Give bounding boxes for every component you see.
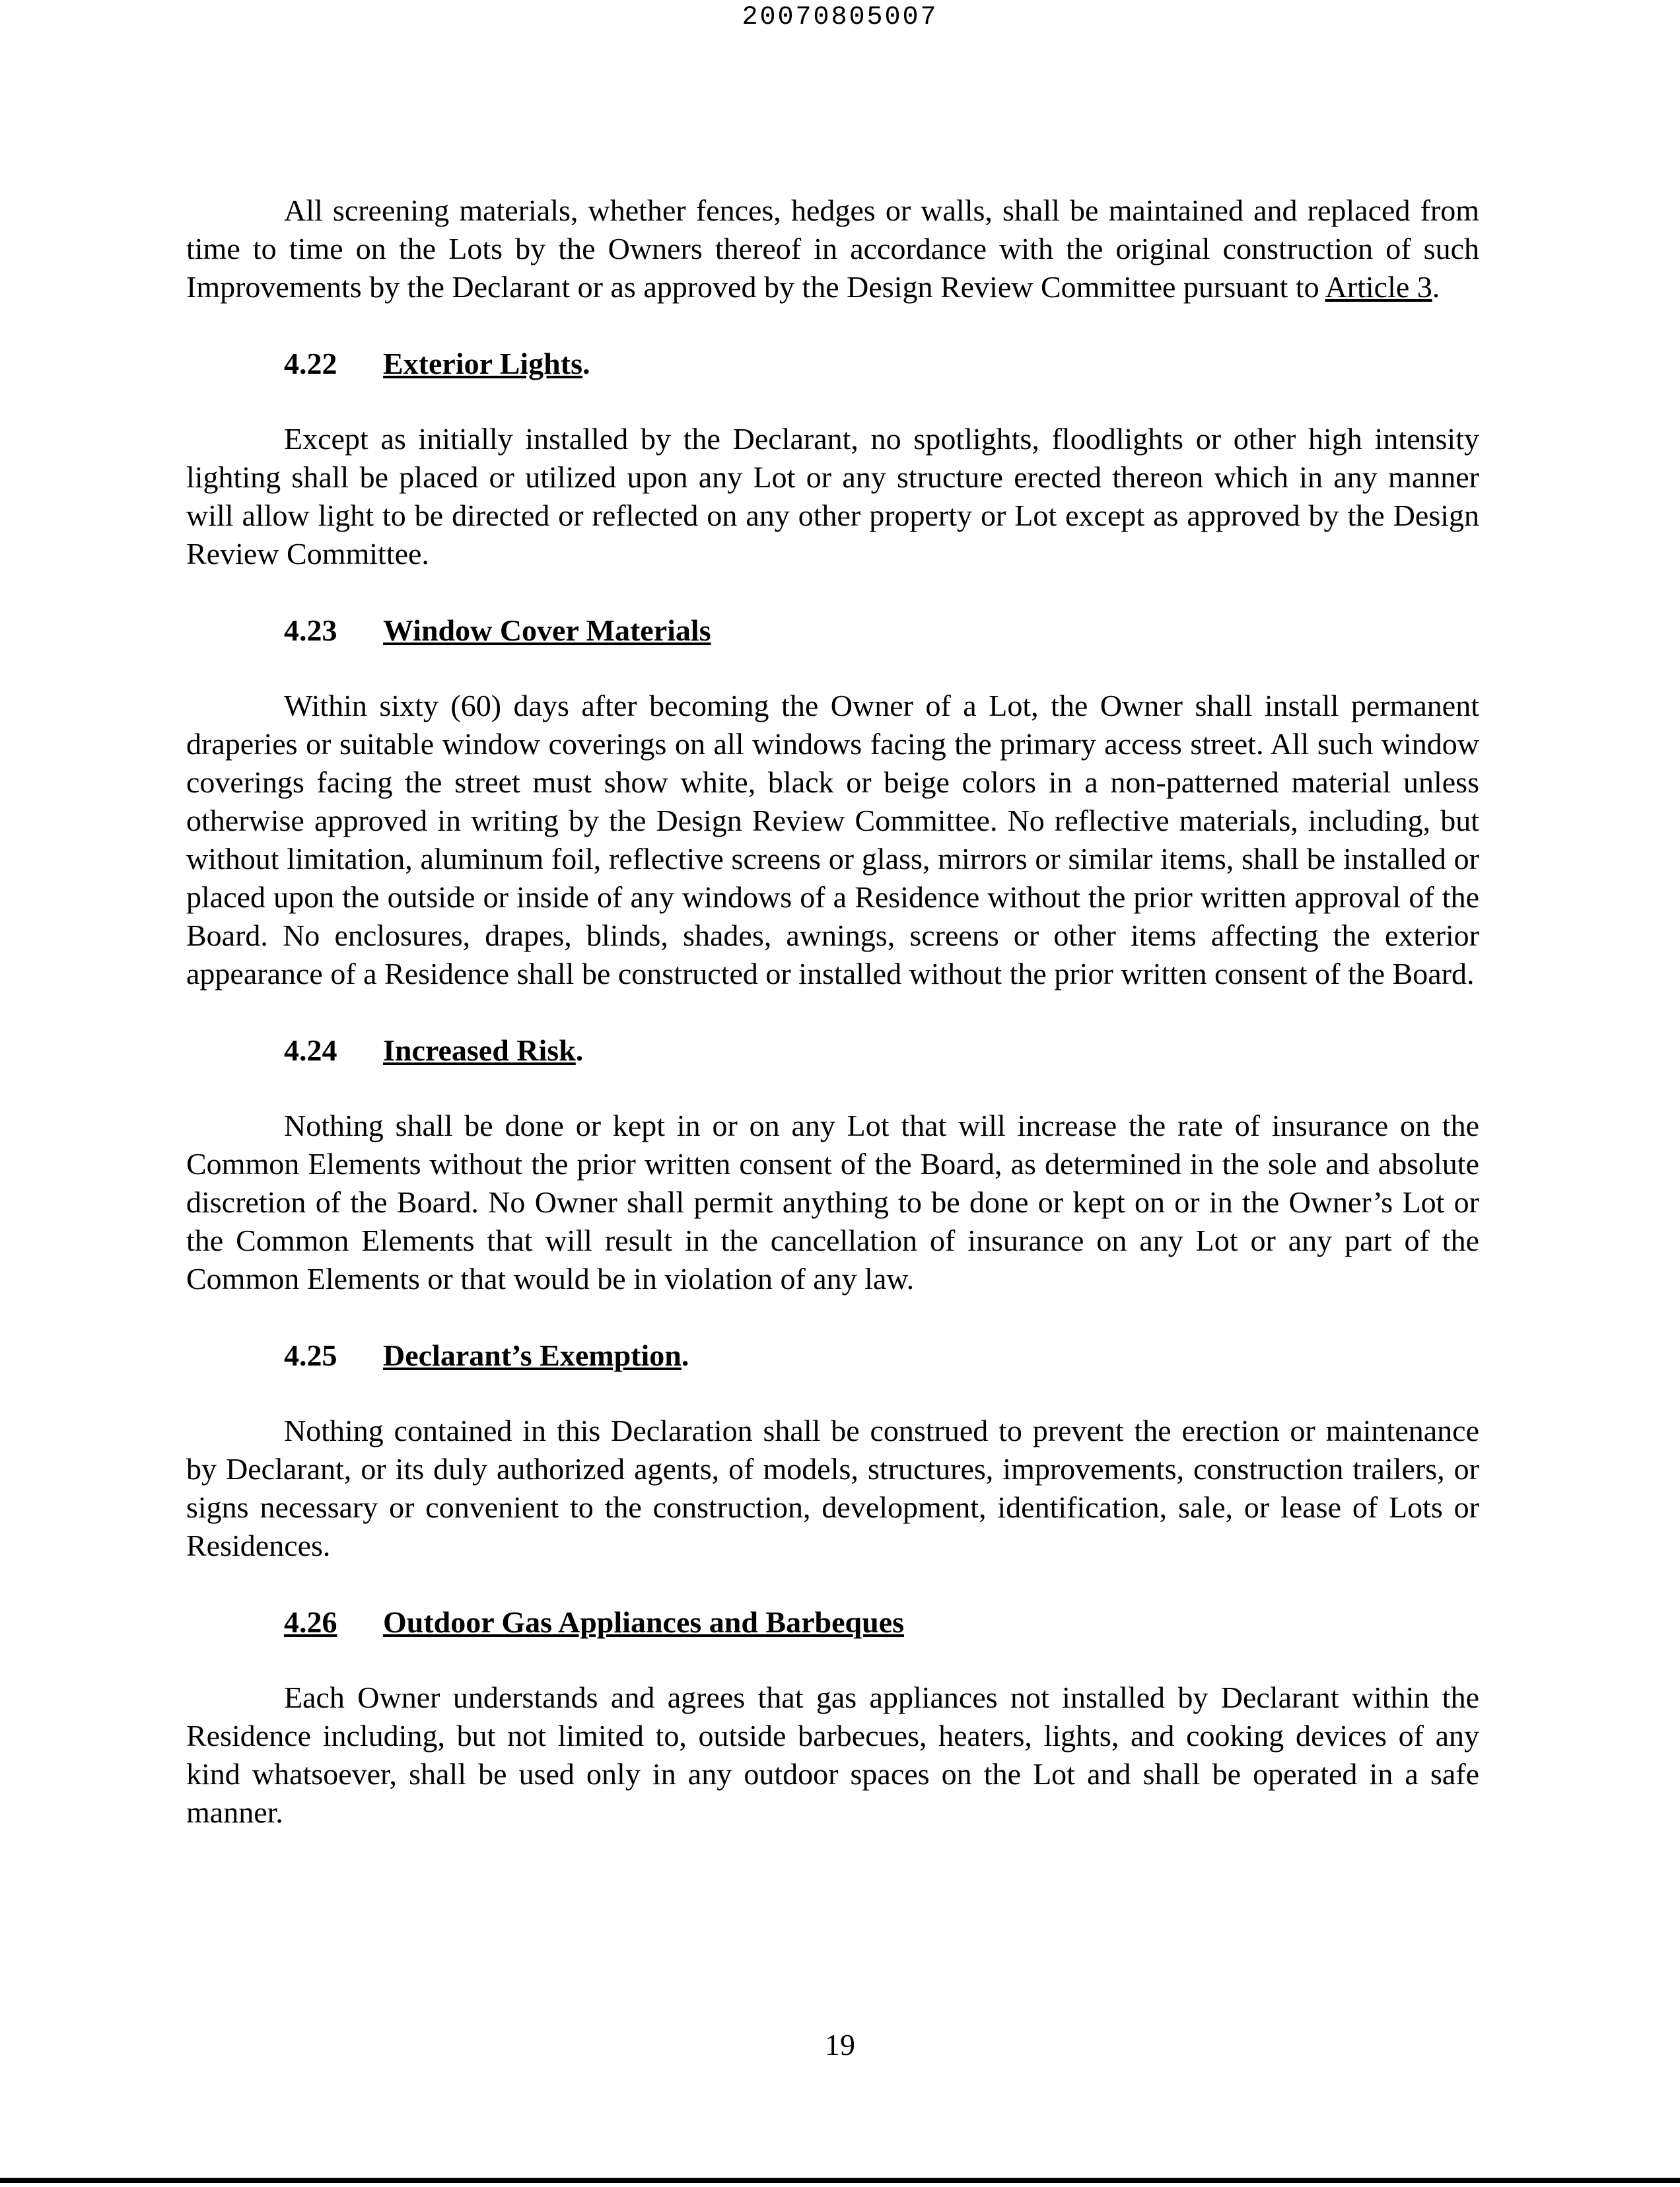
section-heading-4-24: 4.24 Increased Risk . bbox=[284, 1031, 1479, 1070]
section-title: Window Cover Materials bbox=[383, 613, 711, 647]
section-paragraph-4-25: Nothing contained in this Declaration shall be construed to prevent the erection or maintenance by Declarant, or its duly authorized agents, of models, structures, improvements, construction trailers, or signs necessary or convenient to the construction, development, identification, sale, or lease of Lots or Residences. bbox=[186, 1414, 1479, 1562]
section-paragraph-4-26: Each Owner understands and agrees that gas appliances not installed by Declarant within the Residence including, but not limited to, outside barbecues, heaters, lights, and cooking devices of any kind whatsoever, shall be used only in any outdoor spaces on the Lot and shall be operated in a safe manner. bbox=[186, 1681, 1479, 1829]
bottom-border-rule bbox=[0, 2178, 1680, 2183]
document-number: 20070805007 bbox=[742, 3, 938, 32]
document-body bbox=[186, 191, 1479, 1832]
section-title: Outdoor Gas Appliances and Barbeques bbox=[383, 1605, 905, 1639]
article-3-reference: Article 3 bbox=[1325, 270, 1432, 304]
section-number: 4.23 bbox=[284, 613, 337, 647]
section-heading-4-23 bbox=[284, 611, 1479, 650]
section-number: 4.22 bbox=[284, 347, 337, 380]
section-paragraph-4-24: Nothing shall be done or kept in or on any Lot that will increase the rate of insurance on the Common Elements without the prior written consent of the Board, as determined in the sole and absolute discretion of the Board. No Owner shall permit anything to be done or kept on or in the Owner’s Lot or the Common Elements that will result in the cancellation of insurance on any Lot or any part of the Common Elements or that would be in violation of any law. bbox=[186, 1109, 1479, 1296]
section-number: 4.24 bbox=[284, 1033, 337, 1067]
section-number: 4.26 bbox=[284, 1605, 337, 1639]
section-heading-4-22: 4.22 Exterior Lights . bbox=[284, 345, 1479, 383]
section-title: Declarant’s Exemption bbox=[383, 1338, 682, 1372]
screening-text: All screening materials, whether fences, hedges or walls, shall be maintained and replaced from time to time on the Lots by the Owners thereof in accordance with the original construction of such Improvements by the Declarant or as approved by the Design Review Committee pursuant to bbox=[186, 193, 1479, 304]
section-paragraph-4-22: Except as initially installed by the Declarant, no spotlights, floodlights or other high intensity lighting shall be placed or utilized upon any Lot or any structure erected thereon which in any manner will allow light to be directed or reflected on any other property or Lot except as approved by the Design Review Committee. bbox=[186, 422, 1479, 571]
section-title: Exterior Lights bbox=[383, 347, 582, 380]
screening-paragraph: All screening materials, whether fences, hedges or walls, shall be maintained and replaced from time to time on the Lots by the Owners thereof in accordance with the original construction of such Improvements by the Declarant or as approved by the Design Review Committee pursuant to Article 3. bbox=[186, 193, 1479, 304]
section-paragraph-4-23: Within sixty (60) days after becoming the Owner of a Lot, the Owner shall install permanent draperies or suitable window coverings on all windows facing the primary access street. All such window coverings facing the street must show white, black or beige colors in a non-patterned material unless otherwise approved in writing by the Design Review Committee. No reflective materials, including, but without limitation, aluminum foil, reflective screens or glass, mirrors or similar items, shall be installed or placed upon the outside or inside of any windows of a Residence without the prior written approval of the Board. No enclosures, drapes, blinds, shades, awnings, screens or other items affecting the exterior appearance of a Residence shall be constructed or installed without the prior written consent of the Board. bbox=[186, 689, 1479, 990]
section-heading-4-26 bbox=[284, 1603, 1479, 1642]
page-number: 19 bbox=[825, 2028, 855, 2062]
section-number: 4.25 bbox=[284, 1338, 337, 1372]
section-title: Increased Risk bbox=[383, 1033, 576, 1067]
section-heading-4-25: 4.25 Declarant’s Exemption . bbox=[284, 1336, 1479, 1375]
